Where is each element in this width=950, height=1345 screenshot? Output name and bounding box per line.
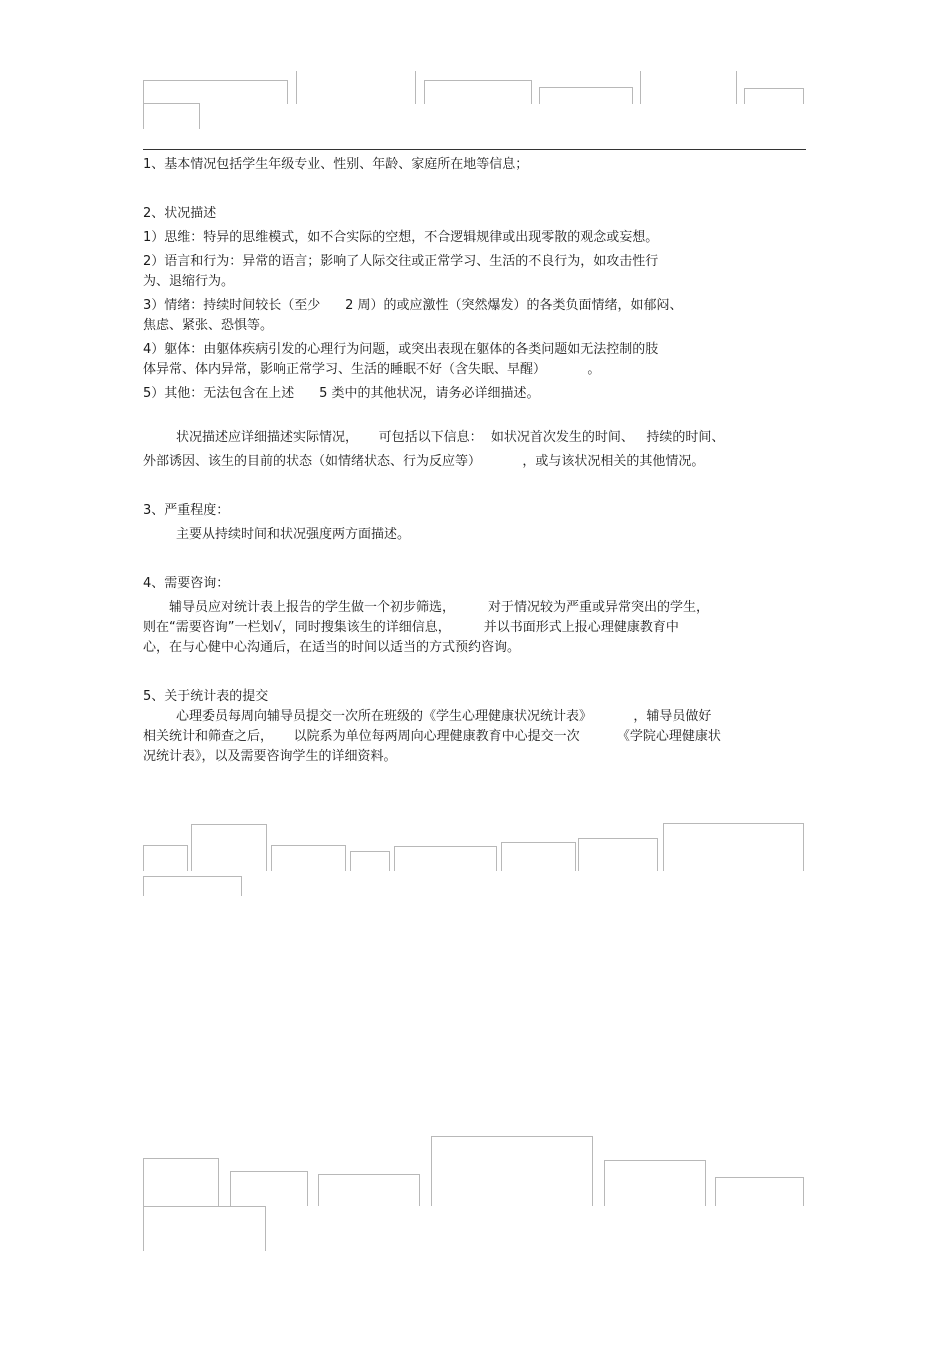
section2-item5: 5）其他：无法包含在上述 5 类中的其他状况，请务必详细描述。	[143, 386, 540, 401]
section2-note-line2: 外部诱因、该生的目前的状态（如情绪状态、行为反应等） ，或与该状况相关的其他情况。	[143, 454, 705, 469]
section2-item3-line2: 焦虑、紧张、恐惧等。	[143, 318, 274, 333]
header-rule	[143, 149, 806, 150]
section4-line2: 则在“需要咨询”一栏划√，同时搜集该生的详细信息， 并以书面形式上报心理健康教育中	[143, 620, 679, 635]
section4-line3: 心，在与心健中心沟通后，在适当的时间以适当的方式预约咨询。	[143, 640, 521, 655]
section5-line1: 心理委员每周向辅导员提交一次所在班级的《学生心理健康状况统计表》 ，辅导员做好	[176, 709, 712, 724]
section3-heading: 3、严重程度：	[143, 503, 230, 518]
section2-note-line1: 状况描述应详细描述实际情况， 可包括以下信息： 如状况首次发生的时间、 持续的时间、	[176, 430, 725, 445]
section2-heading: 2、状况描述	[143, 206, 217, 221]
section2-item3-line1: 3）情绪：持续时间较长（至少 2 周）的或应激性（突然爆发）的各类负面情绪，如郁闷、	[143, 298, 683, 313]
section4-heading: 4、需要咨询：	[143, 576, 230, 591]
section5-line2: 相关统计和筛查之后， 以院系为单位每两周向心理健康教育中心提交一次 《学院心理健康状	[143, 729, 721, 744]
section5-line3: 况统计表》，以及需要咨询学生的详细资料。	[143, 749, 397, 764]
document-body	[143, 155, 808, 767]
section2-item2-line1: 2）语言和行为：异常的语言；影响了人际交往或正常学习、生活的不良行为，如攻击性行	[143, 254, 659, 269]
section1-text: 1、基本情况包括学生年级专业、性别、年龄、家庭所在地等信息；	[143, 157, 529, 172]
section2-item2-line2: 为、退缩行为。	[143, 274, 235, 289]
section3-body: 主要从持续时间和状况强度两方面描述。	[176, 527, 411, 542]
section2-item1: 1）思维：特异的思维模式，如不合实际的空想，不合逻辑规律或出现零散的观念或妄想。	[143, 230, 659, 245]
section2-item4-line1: 4）躯体：由躯体疾病引发的心理行为问题，或突出表现在躯体的各类问题如无法控制的肢	[143, 342, 659, 357]
section4-line1: 辅导员应对统计表上报告的学生做一个初步筛选， 对于情况较为严重或异常突出的学生，	[169, 600, 710, 615]
section5-heading: 5、关于统计表的提交	[143, 689, 269, 704]
section2-item4-line2: 体异常、体内异常，影响正常学习、生活的睡眠不好（含失眠、早醒） 。	[143, 362, 601, 377]
